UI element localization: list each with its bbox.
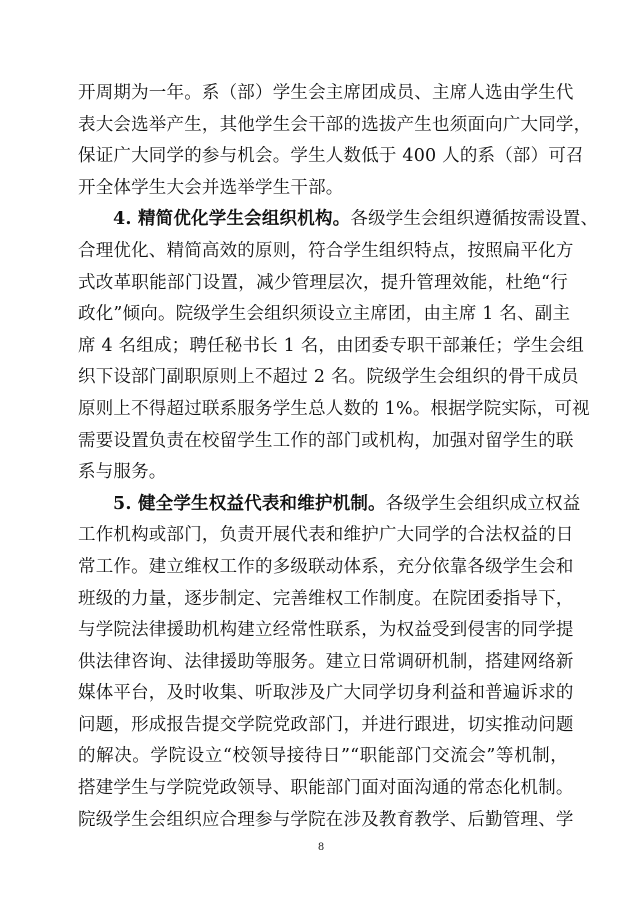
text-line: 搭建学生与学院党政领导、职能部门面对面沟通的常态化机制。 <box>78 778 574 799</box>
text-line: 系与服务。 <box>78 462 167 483</box>
section-heading-5: 5. 健全学生权益代表和维护机制。 <box>113 493 386 514</box>
section-heading-4: 4. 精简优化学生会组织机构。 <box>113 209 351 230</box>
text-line: 与学院法律援助机构建立经常性联系，为权益受到侵害的同学提 <box>78 620 574 641</box>
text-line: 的解决。学院设立“校领导接待日”“职能部门交流会”等机制， <box>78 746 568 767</box>
text-line: 需要设置负责在校留学生工作的部门或机构，加强对留学生的联 <box>78 430 574 451</box>
body-text <box>78 78 599 836</box>
text-line: 政化”倾向。院级学生会组织须设立主席团，由主席 1 名、副主 <box>78 304 571 325</box>
text-line: 织下设部门副职原则上不超过 2 名。院级学生会组织的骨干成员 <box>78 367 579 388</box>
text-line: 式改革职能部门设置，减少管理层次，提升管理效能，杜绝“行 <box>78 272 568 293</box>
text-span: 各级学生会组织成立权益 <box>385 493 581 514</box>
text-line: 原则上不得超过联系服务学生总人数的 1%。根据学院实际，可视 <box>78 398 590 419</box>
text-span: 各级学生会组织遵循按需设置、 <box>350 209 599 230</box>
text-line: 院级学生会组织应合理参与学院在涉及教育教学、后勤管理、学 <box>78 809 574 830</box>
text-line: 供法律咨询、法律援助等服务。建立日常调研机制，搭建网络新 <box>78 651 574 672</box>
text-line: 保证广大同学的参与机会。学生人数低于 400 人的系（部）可召 <box>78 146 584 167</box>
text-line: 常工作。建立维权工作的多级联动体系，充分依靠各级学生会和 <box>78 556 574 577</box>
paragraph-heading-line <box>78 489 581 521</box>
page-number: 8 <box>317 842 325 853</box>
paragraph-heading-line <box>78 204 599 236</box>
text-line: 媒体平台，及时收集、听取涉及广大同学切身利益和普遍诉求的 <box>78 683 574 704</box>
text-line: 表大会选举产生，其他学生会干部的选拔产生也须面向广大同学， <box>78 114 592 135</box>
text-line: 合理优化、精简高效的原则，符合学生组织特点，按照扁平化方 <box>78 240 574 261</box>
text-line: 问题，形成报告提交学院党政部门，并进行跟进，切实推动问题 <box>78 714 574 735</box>
text-line: 开周期为一年。系（部）学生会主席团成员、主席人选由学生代 <box>78 83 574 103</box>
text-line: 开全体学生大会并选举学生干部。 <box>78 177 344 198</box>
text-line: 班级的力量，逐步制定、完善维权工作制度。在院团委指导下， <box>78 588 574 609</box>
text-line: 工作机构或部门，负责开展代表和维护广大同学的合法权益的日 <box>78 525 574 546</box>
text-line: 席 4 名组成；聘任秘书长 1 名，由团委专职干部兼任；学生会组 <box>78 335 584 356</box>
